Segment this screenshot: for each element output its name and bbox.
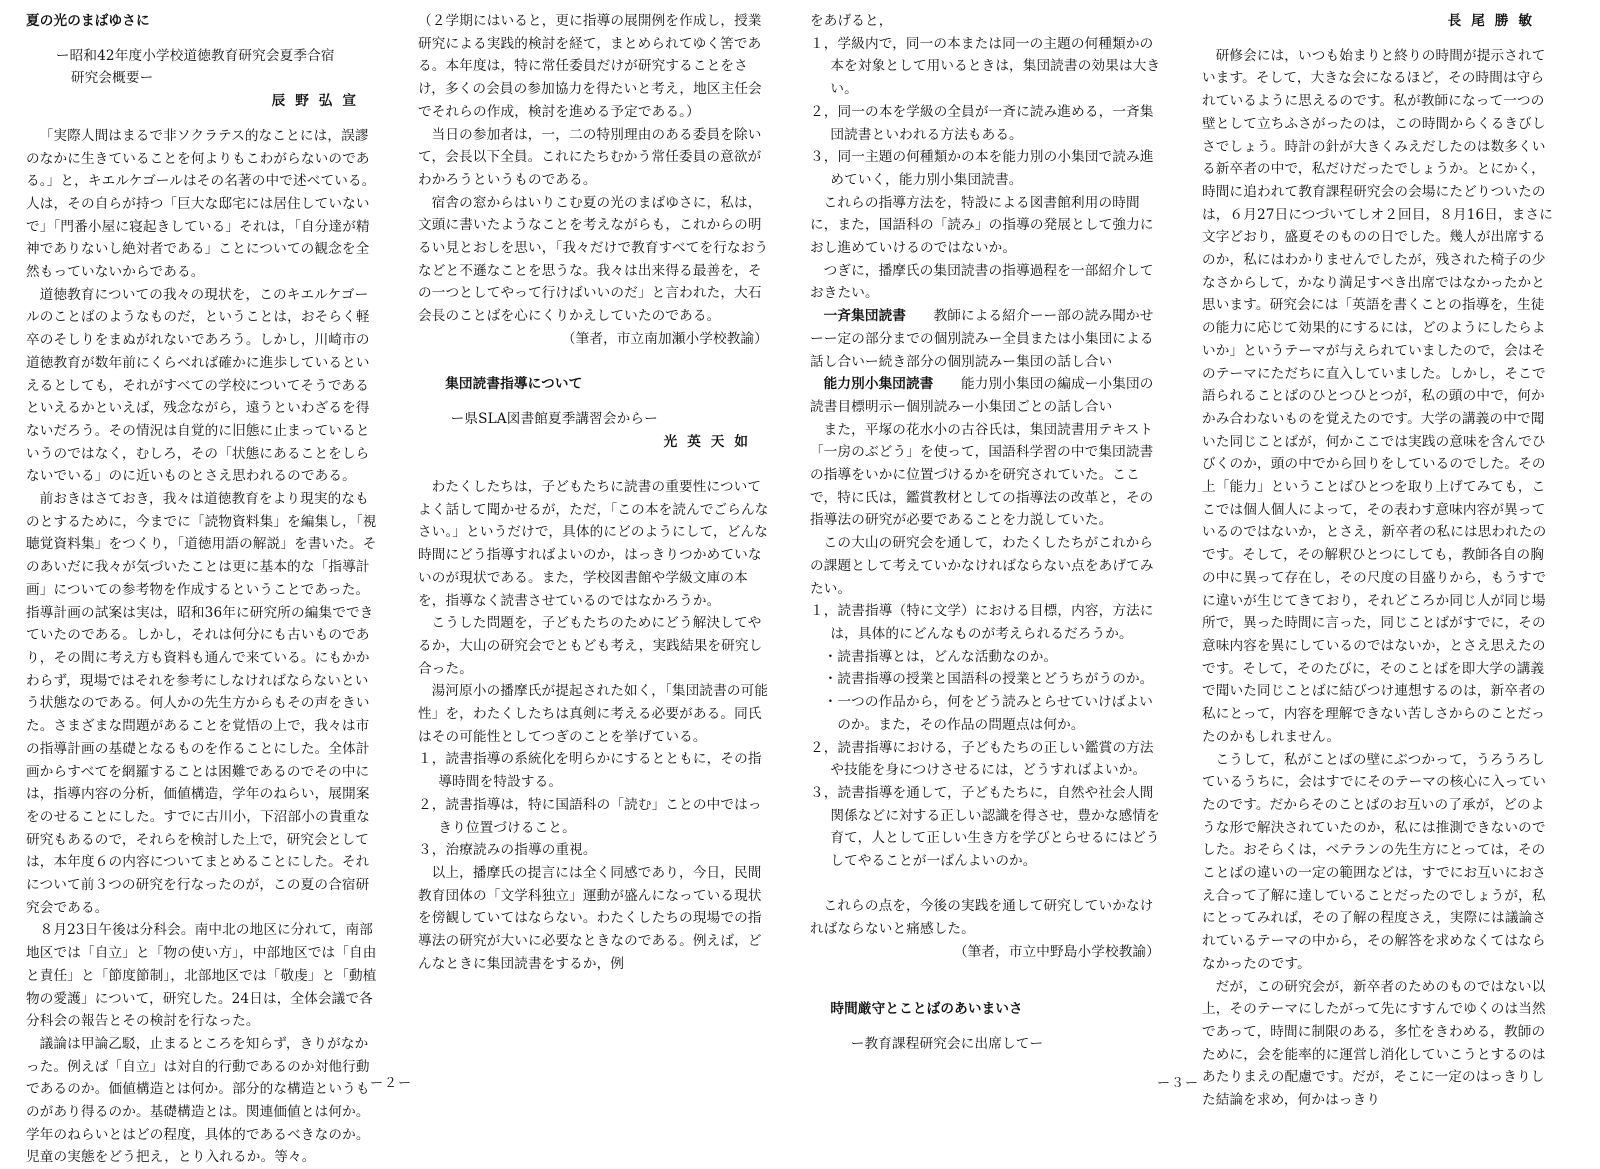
bullet-item: ・一つの作品から，何をどう読みとらせていけばよいのか。また，その作品の問題点は何か。 bbox=[823, 694, 1154, 733]
column-2 bbox=[418, 10, 772, 1070]
page-number: ー２ー bbox=[370, 1076, 413, 1091]
process-body: 能力別小集団の編成ー小集団の読書目標明示ー個別読みー小集団ごとの話し合い bbox=[810, 376, 1154, 415]
body-paragraph: 当日の参加者は，一，二の特別理由のある委員を除いて，会長以下全員。これにたちむかう常任委員の意欲がわかろうというものである。 bbox=[418, 126, 762, 188]
page-number: ー３ー bbox=[1157, 1076, 1200, 1091]
body-paragraph: 研修会には，いつも始まりと終りの時間が提示されています。そして，大きな会になるほど，その時間は守られているように思えるのです。私が教師になって一つの壁として立ちふさがったのは，この時間からくるきびしさでしょう。時計の針が大きくみえだしたのは数多くいる新卒者の中で，私だけだったでしょうか。とにかく，時間に追われて教育課程研究会の会場にたどりついたのは，６月27日につづいてしオ２回目，８月16日，まさに文字どおり，盛夏そのものの日でした。幾人が出席するのか，私にはわかりませんでしたが，残された椅子の少なさからして，かなり満足すべき出席ではなかったかと思います。研究会には「英語を書くことの指導を，生徒の能力に応じて効果的にするには，どのようにしたらよいか」というテーマが与えられていましたので，会はそのテーマにただちに直入していました。しかし，そこで語られることばのひとつひとつが，私の頭の中で，何かかみ合わないものを覚えたのです。大学の講義の中で聞いた同じことばが，何かここでは実践の意味を含んでひびくのか，頭の中でから回りをしているのでした。その上「能力」ということばひとつを取り上げてみても，ここでは個人個人によって，その表わす意味内容が異っているのではないか，とさえ，新卒者の私には思われたのです。そして，その解釈ひとつにしても，教師各自の胸の中に異って存在し，その尺度の目盛りから，もうすでに違いが生じてきており，それどころか同じ人が同じ場所で，異った時間に言った，同じことばがすでに，その意味内容を異にしているのではないか，とさえ思えたのです。そして，そのたびに，そのことばを即大学の講義で聞いた同じことばに結びつけ連想するのは，新卒者の私にとって，内容を理解できない苦しさからのことだったのかもしれません。 bbox=[1202, 47, 1554, 745]
body-paragraph: 前おきはさておき，我々は道徳教育をより現実的なものとするために，今までに「読物資料集」を編集し，「視聴覚資料集」をつくり，「道徳用語の解説」を書いた。そのあいだに我々が気づいたことは更に基本的な「指導計画」についての参考物を作成するということであった。指導計画の試案は実は，昭和36年に研究所の編集でできていたのである。しかし，それは何分にも古いものであり，その間に考え方も資料も通んで来ている。にもかかわらず，現場ではそれを参考にしなければならないという状態なのである。何人かの先生方からもその声をきいた。さまざまな問題があることを覚悟の上で，我々は市の指導計画の基礎となるものを作ることにした。全体計画からすべてを網羅することは困難であるのでその中には，指導内容の分析，価値構造，学年のねらい，展開案をのせることにした。すでに古川小，下沼部小の貴重な研究もあるので，それらを検討した上で，研究会としては，本年度６の内容についてまとめることにした。それについて前３つの研究を行なったのが，この夏の合宿研究会である。 bbox=[26, 491, 377, 916]
article-author: 辰野弘宣 bbox=[271, 93, 366, 110]
list-item: ３，治療読みの指導の重視。 bbox=[418, 842, 597, 859]
author-signature: （筆者，市立中野島小学校教諭） bbox=[953, 943, 1160, 960]
article-title: 夏の光のまばゆさに bbox=[26, 13, 150, 29]
body-paragraph: これらの点を，今後の実践を通して研究していかなければならないと痛感した。 bbox=[810, 898, 1154, 938]
process-heading: 一斉集団読書 bbox=[823, 308, 907, 325]
list-item: １，読書指導（特に文学）における目標，内容，方法には，具体的にどんなものが考えられるだろうか。 bbox=[810, 603, 1154, 642]
body-paragraph: この大山の研究会を通して，わたくしたちがこれからの課題として考えていかなければならない点をあげてみたい。 bbox=[810, 535, 1154, 597]
process-description bbox=[810, 373, 1164, 418]
list-item: １，学級内で，同一の本または同一の主題の何種類かの本を対象として用いるときは，集団読書の効果は大きい。 bbox=[810, 35, 1161, 98]
list-item: ２，読書指導における，子どもたちの正しい鑑賞の方法や技能を身につけさせるには，どうすればよいか。 bbox=[810, 739, 1154, 779]
process-description bbox=[810, 305, 1164, 373]
body-paragraph: をあげると， bbox=[810, 13, 893, 29]
list-item: １，読書指導の系統化を明らかにするとともに，その指導時間を特設する。 bbox=[418, 751, 762, 791]
body-paragraph: 以上，播摩氏の提言には全く同感であり，今日，民間教育団体の「文学科独立」運動が盛んになっている現状を傍観していてはならない。わたくしたちの現場での指導法の研究が大いに必要なときなのである。例えば，どんなときに集団読書をするか，例 bbox=[418, 864, 762, 972]
author-signature: （筆者，市立南加瀬小学校教諭） bbox=[561, 330, 768, 347]
body-paragraph: つぎに，播摩氏の集団読書の指導過程を一部紹介しておきたい。 bbox=[810, 262, 1154, 302]
body-paragraph: だが，この研究会が，新卒者のためのものではない以上，そのテーマにしたがって先にすすんでゆくのは当然であって，時間に制限のある，多忙をきわめる，教師のために，会を能率的に運営し消化していこうとするのはあたりまえの配慮です。だが，そこに一定のはっきりした結論を求め，何かはっきり bbox=[1202, 978, 1546, 1109]
article-title: 集団読書指導について bbox=[445, 376, 583, 393]
article-title: 時間厳守とことばのあいまいさ bbox=[830, 1001, 1023, 1018]
body-paragraph: 議論は甲論乙駁，止まるところを知らず，きりがなかった。例えば「自立」は対自的行動であるのか対他行動であるのか。価値構造とは何か。部分的な構造というものがあり得るのか。基礎構造とは。関連価値とは何か。学年のねらいとはどの程度，具体的であるべきなのか。児童の実態をどう把え，とり入れるか。等々。 bbox=[26, 1035, 370, 1166]
body-paragraph: また，平塚の花水小の古谷氏は，集団読書用テキスト「一房のぶどう」を使って，国語科学習の中で集団読書の指導をいかに位置づけるかを研究されていた。ここで，特に氏は，鑑賞教材としての指導法の改革と，その指導法の研究が必要であることを力説していた。 bbox=[810, 421, 1154, 529]
body-paragraph: これらの指導方法を，特設による図書館利用の時間に，また，国語科の「読み」の指導の発展として強力におし進めていけるのではないか。 bbox=[810, 194, 1154, 257]
body-paragraph: 道徳教育についての我々の現状を，このキエルケゴールのことばのようなものだ，ということは，おそらく軽卒のそしりをまぬがれないであろう。しかし，川崎市の道徳教育が数年前にくらべれば確かに進歩しているといえるとしても，それがすべての学校についてそうであるといえるかといえば，残念ながら，遠うといわざるを得ないだろう。その情況は自覚的に旧態に止まっているというのではなく，むしろ，その「状態にあることをしらないでいる」のに近いものとさえ思われるのである。 bbox=[26, 286, 370, 485]
body-paragraph: ８月23日午後は分科会。南中北の地区に分れて，南部地区では「自立」と「物の使い方」，中部地区では「自由と責任」と「節度節制」，北部地区では「敬虔」と「動植物の愛護」について，研究した。24日は，全体会議で各分科会の報告とその検討を行なった。 bbox=[26, 922, 377, 1030]
article-author: 長尾勝敏 bbox=[1447, 13, 1542, 29]
article-subtitle-cont: 研究会概要ー bbox=[70, 70, 154, 87]
process-heading: 能力別小集団読書 bbox=[823, 376, 934, 393]
body-paragraph: 湯河原小の播摩氏が提起された如く，「集団読書の可能性」を，わたくしたちは真剣に考える必要がある。同氏はその可能性としてつぎのことを挙げている。 bbox=[418, 683, 769, 745]
body-paragraph: （２学期にはいると，更に指導の展開例を作成し，授業研究による実践的検討を経て，まとめられてゆく筈である。本年度は，特に常任委員だけが研究することをさけ，多くの会員の参加協力を得たいと考え，地区主任会でそれらの作成，検討を進める予定である。） bbox=[418, 13, 762, 120]
article-subtitle: ー昭和42年度小学校道徳教育研究会夏季合宿 bbox=[55, 47, 335, 64]
list-item: ３，同一主題の何種類かの本を能力別の小集団で読み進めていく，能力別小集団読書。 bbox=[810, 149, 1154, 188]
article-author: 光英天如 bbox=[663, 433, 758, 450]
article-subtitle: ー教育課程研究会に出席してー bbox=[850, 1035, 1044, 1052]
article-subtitle: ー県SLA図書館夏季講習会からー bbox=[450, 410, 658, 427]
list-item: ２，読書指導は，特に国語科の「読む」ことの中ではっきり位置づけること。 bbox=[418, 796, 762, 836]
column-3 bbox=[810, 10, 1164, 1070]
list-item: ２，同一の本を学級の全員が一斉に読み進める，一斉集団読書といわれる方法もある。 bbox=[810, 103, 1154, 143]
process-body: 教師による紹介ーー部の読み聞かせーー定の部分までの個別読みー全員または小集団による話し合いー続き部分の個別読みー集団の話し合い bbox=[810, 308, 1154, 370]
body-paragraph: 宿舎の窓からはいりこむ夏の光のまばゆさに，私は，文頭に書いたようなことを考えながらも，これからの明るい見とおしを思い，「我々だけで教育すべてを行なおうなどと不遜なことを思うな。我々は出来得る最善を，その一つとしてやって行けばいいのだ」と言われた，大石会長のことばを心にくりかえしていたのである。 bbox=[418, 194, 769, 325]
body-paragraph: こうして，私がことばの壁にぶつかって，うろうろしているうちに，会はすでにそのテーマの核心に入っていたのです。だからそのことばのお互いの了承が，どのような形で解決されていたのか，私には推測できないのでした。おそらくは，ベテランの先生方にとっては，そのことばの違いの一定の範囲などは，すでにお互いにおさえ合って了解に達していることだったのでしょうが，私にとってみれば，その了解の程度さえ，実際には議論されているテーマの中から，その解答を求めなくてはならなかったのです。 bbox=[1202, 751, 1547, 972]
body-paragraph: こうした問題を，子どもたちのためにどう解決してやるか，大山の研究会でともども考え，実践結果を研究し合った。 bbox=[418, 615, 763, 677]
list-item: ３，読書指導を通して，子どもたちに，自然や社会人間関係などに対する正しい認識を得させ，豊かな感情を育て，人として正しい生き方を学びとらせるにはどうしてやることが一ばんよいのか。 bbox=[810, 784, 1160, 870]
body-paragraph: わたくしたちは，子どもたちに読書の重要性についてよく話して聞かせるが，ただ，「この本を読んでごらんなさい。」というだけで，具体的にどのようにして，どんな時間にどう指導すればよいのか，はっきりつかめていないのが現状である。また，学校図書館や学級文庫の本を，指導なく読書させているのではなかろうか。 bbox=[418, 479, 769, 609]
body-paragraph: 「実際人間はまるで非ソクラテス的なことには，誤謬のなかに生きていることを何よりもこわがらないのである。」と，キエルケゴールはその名著の中で述べている。人は，その自らが持つ「巨大な邸宅には居住していないで」「門番小屋に寝起きしている」それは，「自分達が精神でありないし絶対者である」ことについての観念を全然もっていないからである。 bbox=[26, 127, 376, 281]
bullet-item: ・読書指導の授業と国語科の授業とどうちがうのか。 bbox=[823, 671, 1154, 688]
bullet-item: ・読書指導とは，どんな活動なのか。 bbox=[823, 648, 1058, 665]
column-1 bbox=[26, 10, 380, 1166]
column-4 bbox=[1202, 10, 1556, 1109]
